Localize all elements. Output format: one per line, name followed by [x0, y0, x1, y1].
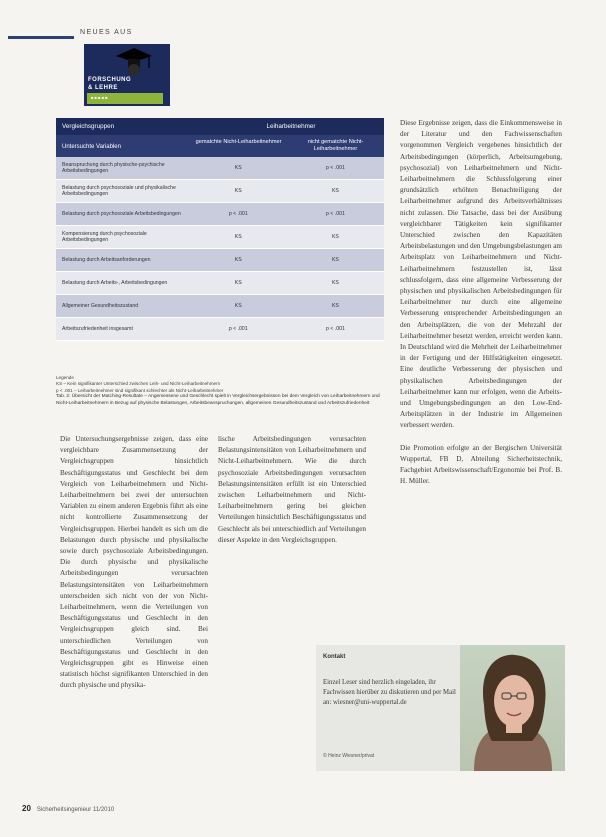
table-caption: Tab. 2: Übersicht der Matching-Resultate – Angemessene und Geschlecht spielt in Vergleichsergebnissen bei dem Vergleich von Leiharbeitnehmern und Nicht-Leiharbeitnehmern in Bezug auf physische Belastungen, Arbeitsbeanspruchungen, allgemeinen Gesundheitszustand und Arbeitszufriedenheit: [56, 394, 380, 406]
portrait-image: [460, 645, 565, 771]
row-header: Untersuchte Variablen: [62, 144, 121, 150]
series-label: NEUES AUS: [80, 29, 133, 36]
header-rule: [8, 36, 74, 39]
row-value: KS: [331, 257, 339, 263]
row-label: Belastung durch Arbeits-, Arbeitsbedingungen: [62, 279, 168, 286]
row-value: KS: [234, 303, 242, 309]
table-row: [56, 203, 384, 226]
table-row: [56, 295, 384, 318]
sub-col-1: gematchte Nicht-Leiharbeitnehmer: [195, 139, 282, 145]
table-row: [56, 249, 384, 272]
row-value: p < .001: [228, 211, 248, 217]
legend-line: p < .001 – Leiharbeitnehmer sind signifikant schlechter als Nicht-Leiharbeitnehmer: [56, 387, 224, 393]
row-label: Arbeitszufriedenheit insgesamt: [62, 325, 133, 332]
col-main-header: Leiharbeitnehmer: [266, 123, 316, 130]
page-footer: [22, 804, 114, 813]
photo-credit: © Heinz Wiesner/privat: [323, 753, 375, 759]
graduation-cap-icon: [114, 46, 154, 76]
table-row: [56, 318, 384, 341]
page-number: 20: [22, 804, 31, 813]
row-value: p < .001: [228, 326, 248, 332]
row-value: p < .001: [325, 211, 345, 217]
results-table: [56, 118, 384, 341]
row-value: KS: [234, 234, 242, 240]
row-value: KS: [331, 280, 339, 286]
body-column-right: [400, 118, 562, 488]
forschung-lehre-logo: [84, 44, 170, 106]
legend-line: KS – Kein signifikanter Unterschied zwischen Leih- und Nicht-Leiharbeitnehmern: [56, 381, 221, 387]
row-value: KS: [331, 188, 339, 194]
row-value: p < .001: [325, 326, 345, 332]
row-label: Belastung durch psychosoziale und physikalische Arbeitsbedingungen: [62, 184, 176, 197]
row-label: Belastung durch psychosoziale Arbeitsbedingungen: [62, 210, 181, 217]
body-paragraph: lische Arbeitsbedingungen verursachten Belastungsintensitäten von Leiharbeitnehmern und Nicht-Leiharbeitnehmern. Wie die durch psychosoziale Arbeitsbedingungen verursachten Belastungsintensitäten erfüllt ist ein Unterschied zwischen Leiharbeitnehmern und Nicht-Leiharbeitnehmern gering bei gleichen Verteilungen hinsichtlich Beschäftigungsstatus und Geschlecht als bei unterschiedlich auf Verteilungen dieser Aspekte in den Vergleichsgruppen.: [218, 435, 366, 544]
logo-green-band: ■ ■ ■ ■ ■: [87, 93, 163, 104]
body-paragraph: Diese Ergebnisse zeigen, dass die Einkommensweise in der Literatur und den Fachwissenschaften vorgenommen Vergleich vergebenes hinsichtlich der Arbeitsbedingungen (körperlich, Arbeitsumgebung, psychosozial) von Leiharbeitnehmern und Nicht-Leiharbeitnehmern die Schlussfolgerung einer grundsätzlich erhöhten Benachteiligung der Leiharbeitnehmer aufgrund des Arbeitsverhältnisses nicht zulassen. Die Tatsache, dass bei der Ausübung vergleichbarer Tätigkeiten kein signifikanter Unterschied zwischen den Kapazitäten Arbeitsbelastungen und den Umgebungsbelastungen am Arbeitsplatz von Leiharbeitnehmern und Nicht-Leiharbeitnehmern festzustellen ist, lässt schlussfolgern, dass eine allgemeine Verbesserung der physischen und physikalischen Arbeitsbedingungen für Leiharbeitnehmer nur durch eine allgemeine Verbesserung entsprechender Arbeitsbedingungen an den Arbeitsplätzen, die von der Mehrzahl der Leiharbeitnehmer besetzt werden, erreicht werden kann. In Deutschland wird die Mehrheit der Leiharbeitnehmer in der Fertigung und der Hilfstätigkeiten eingesetzt. Eine deutliche Verbesserung der physischen und physikalischen Arbeitsbedingungen der Leiharbeitnehmer kann nur erfolgen, wenn die Arbeits- und Umgebungsbedingungen an den Low-End-Arbeitsplätzen in der Industrie im Allgemeinen verbessert werden.: [400, 119, 562, 430]
body-paragraph: Die Untersuchungsergebnisse zeigen, dass eine vergleichbare Zusammensetzung der Vergleichsgruppen hinsichtlich Beschäftigungsstatus und Geschlecht bei dem Vergleich von Leiharbeitnehmern und Nicht-Leiharbeitnehmern bei zwei der untersuchten Variablen zu einem anderen Ergebnis führt als eine nicht kontrollierte Zusammensetzung der Vergleichsgruppen. Hierbei handelt es sich um die Belastungen durch physische und physikalische sowie durch psychosoziale Arbeitsbedingungen. Die durch physische und physikalische Arbeitsbedingungen verursachten Belastungsintensitäten von Leiharbeitnehmern unterscheiden sich nicht von der von Nicht-Leiharbeitnehmern, wenn die Verteilungen von Beschäftigungsstatus und Geschlecht in den Vergleichsgruppen gleich sind. Bei unterschiedlichen Verteilungen von Beschäftigungsstatus und Geschlecht in den Vergleichsgruppen gibt es Hinweise einen statistisch höchst signifikanten Unterschied in den durch physische und physika-: [60, 435, 208, 690]
row-value: KS: [331, 234, 339, 240]
contact-text: Einzel Leser sind herzlich eingeladen, ihr Fachwissen hierüber zu diskutieren und per Mail an: wiesner@uni-wuppertal.de: [323, 679, 456, 707]
row-value: KS: [234, 165, 242, 171]
body-column-left: [60, 434, 208, 692]
legend-title: Legende: [56, 375, 74, 380]
row-value: KS: [234, 188, 242, 194]
table-row: [56, 157, 384, 180]
author-photo: [460, 645, 565, 771]
logo-line-1: FORSCHUNG: [88, 77, 132, 83]
table-legend: [56, 375, 386, 394]
row-label: Beanspruchung durch physische-psychische Arbeitsbedingungen: [62, 161, 165, 174]
row-value: KS: [234, 257, 242, 263]
row-value: KS: [234, 280, 242, 286]
table-row: [56, 272, 384, 295]
col-group-header: Vergleichsgruppen: [62, 123, 115, 130]
issue-label: Sicherheitsingenieur 11/2010: [36, 807, 115, 813]
row-value: p < .001: [325, 165, 345, 171]
table-row: [56, 226, 384, 249]
table-subheader: [56, 135, 384, 157]
row-label: Kompensierung durch psychosoziale Arbeitsbedingungen: [62, 230, 147, 243]
body-column-middle: [218, 434, 366, 546]
table-row: [56, 180, 384, 203]
row-value: KS: [331, 303, 339, 309]
contact-label: Kontakt: [323, 654, 346, 660]
row-label: Allgemeiner Gesundheitszustand: [62, 302, 139, 309]
logo-line-2: & LEHRE: [88, 85, 118, 91]
contact-box: [316, 645, 565, 771]
row-label: Belastung durch Arbeitsanforderungen: [62, 256, 151, 263]
sub-col-2: nicht gematchte Nicht-Leiharbeitnehmer: [307, 139, 364, 152]
body-paragraph: Die Promotion erfolgte an der Bergischen Universität Wuppertal, FB D, Abteilung Sicherheitstechnik, Fachgebiet Arbeitswissenschaft/Ergonomie bei Prof. B. H. Müller.: [400, 443, 562, 486]
table-header: [56, 118, 384, 135]
